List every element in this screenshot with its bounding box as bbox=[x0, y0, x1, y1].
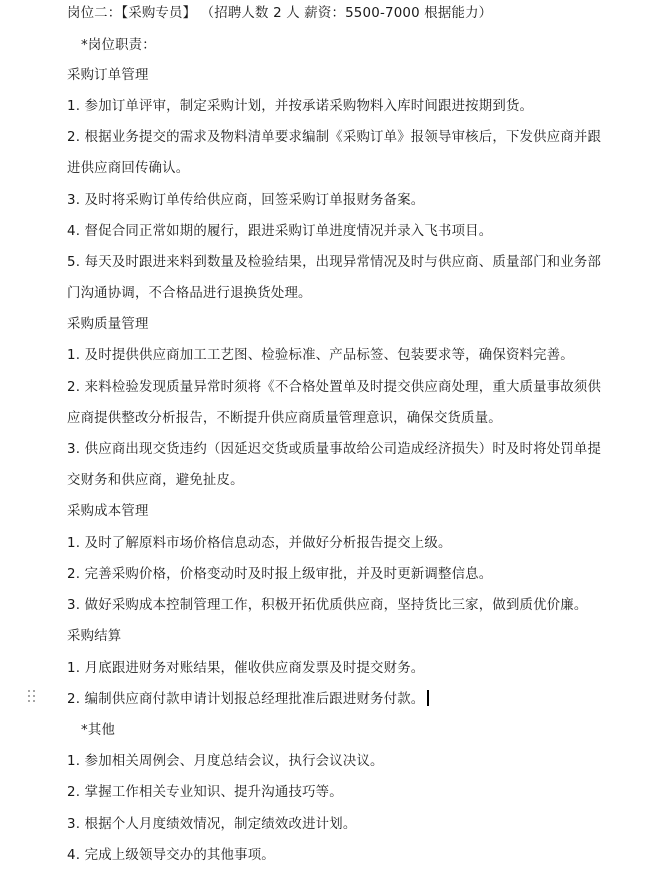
list-item: 3. 供应商出现交货违约（因延迟交货或质量事故给公司造成经济损失）时及时将处罚单提 bbox=[67, 442, 602, 457]
list-item-continuation: 门沟通协调，不合格品进行退换货处理。 bbox=[67, 286, 312, 301]
list-item: 4. 完成上级领导交办的其他事项。 bbox=[67, 848, 275, 863]
section-title-order: 采购订单管理 bbox=[67, 68, 149, 83]
list-item: 2. 根据业务提交的需求及物料清单要求编制《采购订单》报领导审核后，下发供应商并跟 bbox=[67, 130, 602, 145]
list-item-text: 2. 编制供应商付款申请计划报总经理批准后跟进财务付款。 bbox=[67, 692, 425, 707]
list-item: 4. 督促合同正常如期的履行，跟进采购订单进度情况并录入飞书项目。 bbox=[67, 224, 493, 239]
other-label: *其他 bbox=[81, 723, 116, 738]
list-item: 5. 每天及时跟进来料到数量及检验结果，出现异常情况及时与供应商、质量部门和业务部 bbox=[67, 255, 602, 270]
section-title-cost: 采购成本管理 bbox=[67, 504, 149, 519]
list-item: 1. 及时提供供应商加工工艺图、检验标准、产品标签、包装要求等，确保资料完善。 bbox=[67, 348, 574, 363]
list-item: 2. 完善采购价格，价格变动时及时报上级审批，并及时更新调整信息。 bbox=[67, 567, 493, 582]
list-item: 3. 及时将采购订单传给供应商，回签采购订单报财务备案。 bbox=[67, 193, 425, 208]
list-item: 2. 掌握工作相关专业知识、提升沟通技巧等。 bbox=[67, 785, 343, 800]
list-item-continuation: 进供应商回传确认。 bbox=[67, 161, 190, 176]
list-item: 1. 及时了解原料市场价格信息动态，并做好分析报告提交上级。 bbox=[67, 536, 452, 551]
block-drag-handle-icon[interactable] bbox=[27, 689, 37, 705]
text-cursor bbox=[427, 690, 429, 706]
list-item: 1. 月底跟进财务对账结果，催收供应商发票及时提交财务。 bbox=[67, 661, 425, 676]
list-item-continuation: 交财务和供应商，避免扯皮。 bbox=[67, 473, 244, 488]
section-title-settlement: 采购结算 bbox=[67, 629, 122, 644]
job-title: 岗位二：【采购专员】 （招聘人数 2 人 薪资：5500-7000 根据能力） bbox=[67, 6, 493, 21]
section-title-quality: 采购质量管理 bbox=[67, 317, 149, 332]
list-item: 1. 参加相关周例会、月度总结会议，执行会议决议。 bbox=[67, 754, 384, 769]
list-item-continuation: 应商提供整改分析报告，不断提升供应商质量管理意识，确保交货质量。 bbox=[67, 411, 502, 426]
list-item: 1. 参加订单评审，制定采购计划，并按承诺采购物料入库时间跟进按期到货。 bbox=[67, 99, 534, 114]
list-item: 2. 来料检验发现质量异常时须将《不合格处置单及时提交供应商处理，重大质量事故须供 bbox=[67, 380, 602, 395]
list-item-active[interactable] bbox=[67, 690, 429, 709]
list-item: 3. 做好采购成本控制管理工作，积极开拓优质供应商，坚持货比三家，做到质优价廉。 bbox=[67, 598, 588, 613]
duties-label: *岗位职责： bbox=[81, 38, 156, 53]
list-item: 3. 根据个人月度绩效情况，制定绩效改进计划。 bbox=[67, 817, 357, 832]
